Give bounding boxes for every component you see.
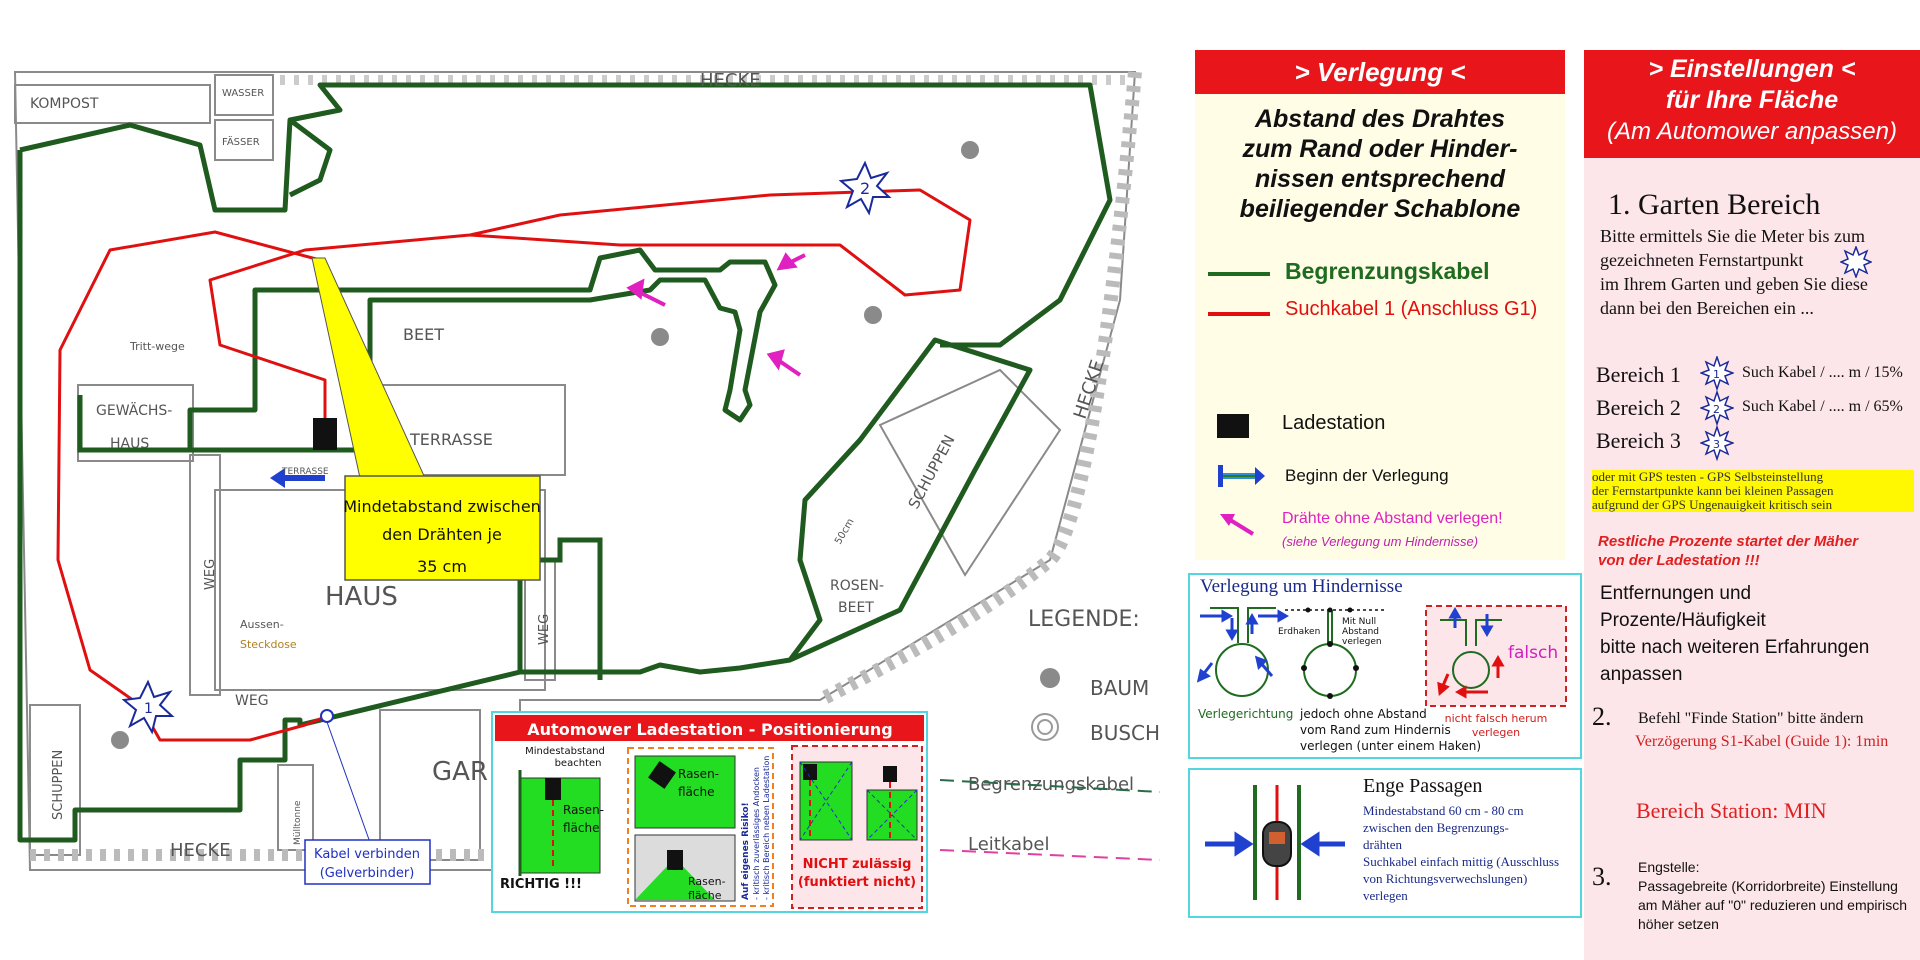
rest-line2: von der Ladestation !!! bbox=[1598, 552, 1760, 569]
enge-line1: Mindestabstand 60 cm - 80 cm bbox=[1363, 803, 1524, 818]
positionierung-title: Automower Ladestation - Positionierung bbox=[527, 720, 893, 739]
verlegung-intro bbox=[1205, 104, 1555, 224]
verlegung-legend-symbols bbox=[1205, 262, 1285, 562]
hindernisse-mit-null-2: Abstand bbox=[1342, 627, 1380, 637]
label-schuppen-right: SCHUPPEN bbox=[904, 431, 959, 512]
label-rosenbeet-1: ROSEN- bbox=[830, 578, 885, 594]
legend-magenta-arrow-icon bbox=[1220, 514, 1253, 534]
hindernisse-title: Verlegung um Hindernisse bbox=[1200, 576, 1403, 597]
hindernisse-nicht-falsch-2: verlegen bbox=[1471, 726, 1521, 739]
label-terrasse-small: TERRASSE bbox=[282, 467, 329, 477]
label-legende: LEGENDE: bbox=[1028, 607, 1140, 632]
step-2-number: 2. bbox=[1592, 702, 1612, 731]
bereich-1-value: Such Kabel / .... m / 15% bbox=[1742, 364, 1903, 381]
kabel-verbinden-line1: Kabel verbinden bbox=[314, 847, 420, 862]
label-trittweg: Tritt-wege bbox=[130, 340, 185, 353]
legend-draehte: Drähte ohne Abstand verlegen! bbox=[1282, 510, 1503, 527]
star-2-marker bbox=[841, 163, 889, 213]
engstelle-line1: Engstelle: bbox=[1638, 859, 1700, 875]
label-aussen-2: Steckdose bbox=[240, 638, 297, 651]
gps-line2: der Fernstartpunkte kann bei kleinen Passagen bbox=[1592, 483, 1834, 498]
hindernisse-jedoch-1: jedoch ohne Abstand bbox=[1300, 707, 1427, 721]
positionierung-risiko-rasen-3: Rasen- bbox=[688, 875, 726, 888]
kabel-verbinden-marker bbox=[321, 710, 333, 722]
positionierung-richtig: RICHTIG !!! bbox=[500, 877, 582, 892]
befehl-text: Befehl "Finde Station" bitte ändern bbox=[1638, 710, 1864, 727]
schuppen-right-area bbox=[880, 370, 1060, 575]
einstellungen-title-1: > Einstellungen < bbox=[1648, 55, 1856, 83]
label-garage: GAR bbox=[432, 757, 488, 787]
positionierung-risiko-3: - kritisch Bereich neben Ladestation bbox=[762, 755, 771, 900]
label-weg-right: WEG bbox=[537, 613, 552, 645]
legend-ladestation-icon bbox=[1217, 414, 1249, 438]
hindernisse-jedoch-2: vom Rand zum Hindernis bbox=[1300, 723, 1451, 737]
label-weg-bottom: WEG bbox=[235, 693, 269, 709]
label-gewaechshaus-2: HAUS bbox=[110, 436, 150, 452]
gps-note bbox=[1592, 470, 1914, 512]
entf-note bbox=[1600, 580, 1910, 688]
hindernisse-diagram bbox=[1190, 598, 1576, 754]
legend-start-icon bbox=[1218, 465, 1265, 487]
label-muelltonne: Mülltonne bbox=[293, 800, 303, 845]
star-2-label: 2 bbox=[860, 179, 871, 198]
label-50cm: 50cm bbox=[833, 516, 857, 547]
step-3-number: 3. bbox=[1592, 862, 1612, 891]
star-1-marker bbox=[124, 682, 172, 732]
legend-beginn: Beginn der Verlegung bbox=[1285, 466, 1449, 485]
label-gewaechshaus-1: GEWÄCHS- bbox=[96, 403, 173, 419]
garten-text-1: Bitte ermittels Sie die Meter bis zum bbox=[1600, 226, 1865, 246]
label-waesser: WASSER bbox=[222, 88, 265, 99]
engstelle-line4: höher setzen bbox=[1638, 916, 1719, 932]
star-1-label: 1 bbox=[144, 701, 153, 717]
positionierung-rasen-1: Rasen- bbox=[563, 803, 604, 817]
positionierung-risiko-rasen-1: Rasen- bbox=[678, 767, 719, 781]
entf-line2: bitte nach weiteren Erfahrungen anpassen bbox=[1600, 637, 1870, 685]
hindernisse-mit-null-3: verlegen bbox=[1342, 637, 1382, 647]
enge-diagram bbox=[1195, 780, 1355, 906]
garten-text-4: dann bei den Bereichen ein ... bbox=[1600, 298, 1814, 318]
garten-title: 1. Garten Bereich bbox=[1608, 188, 1821, 221]
positionierung-nicht-2: (funktiert nicht) bbox=[797, 875, 917, 890]
verlegung-title: > Verlegung < bbox=[1195, 50, 1565, 94]
legend-draehte-sub: (siehe Verlegung um Hindernisse) bbox=[1282, 534, 1479, 549]
positionierung-risiko-2: - kritisch zuverlässiges Andocken bbox=[752, 767, 761, 900]
verlegung-intro-4: beiliegender Schablone bbox=[1239, 195, 1521, 223]
label-weg-left: WEG bbox=[203, 558, 218, 590]
enge-line4: Suchkabel einfach mittig (Ausschluss bbox=[1363, 854, 1560, 869]
hindernisse-erdhaken: Erdhaken bbox=[1278, 627, 1321, 637]
bereich-1-star-icon bbox=[1701, 357, 1733, 389]
verzoegerung-text: Verzögerung S1-Kabel (Guide 1): 1min bbox=[1635, 733, 1889, 750]
label-kompost: KOMPOST bbox=[30, 96, 99, 112]
positionierung-mindest-1: Mindestabstand bbox=[525, 746, 605, 757]
label-aussen-1: Aussen- bbox=[240, 618, 284, 631]
bereich-2-star-number: 2 bbox=[1713, 403, 1720, 416]
label-terrasse: TERRASSE bbox=[410, 430, 493, 449]
fernstart-star-icon bbox=[1840, 246, 1872, 278]
verlegung-intro-1: Abstand des Drahtes bbox=[1254, 105, 1506, 133]
garten-text-3: im Ihrem Garten und geben Sie diese bbox=[1600, 274, 1868, 294]
rest-note bbox=[1598, 532, 1908, 570]
positionierung-risiko-rasen-4: fläche bbox=[688, 889, 722, 902]
label-faesser: FÄSSER bbox=[222, 137, 260, 148]
positionierung-rasen-2: fläche bbox=[563, 821, 600, 835]
enge-line3: drähten bbox=[1363, 837, 1402, 852]
enge-text bbox=[1363, 802, 1573, 904]
engstelle-line3: am Mäher auf "0" reduzieren und empirisch bbox=[1638, 897, 1908, 913]
bereich-2-value: Such Kabel / .... m / 65% bbox=[1742, 398, 1903, 415]
positionierung-risiko-1: Auf eigenes Risiko! bbox=[741, 802, 751, 900]
enge-title: Enge Passagen bbox=[1363, 775, 1483, 797]
positionierung-mindest-2: beachten bbox=[554, 758, 602, 769]
einstellungen-title bbox=[1584, 50, 1920, 158]
label-schuppen-left: SCHUPPEN bbox=[51, 749, 66, 820]
label-hecke-right: HECKE bbox=[1069, 357, 1109, 422]
callout-line3: 35 cm bbox=[417, 557, 467, 576]
bereich-3-star-number: 3 bbox=[1713, 438, 1720, 451]
callout-line2: den Drähten je bbox=[382, 525, 502, 544]
legend-ladestation: Ladestation bbox=[1282, 412, 1386, 434]
hindernisse-nicht-falsch-1: nicht falsch herum bbox=[1444, 712, 1548, 725]
entf-line1: Entfernungen und Prozente/Häufigkeit bbox=[1600, 583, 1766, 631]
label-begrenzungskabel: Begrenzungskabel bbox=[968, 774, 1135, 795]
engstelle-line2: Passagebreite (Korridorbreite) Einstellung bbox=[1638, 878, 1898, 894]
einstellungen-title-3: (Am Automower anpassen) bbox=[1607, 118, 1897, 145]
legend-suchkabel: Suchkabel 1 (Anschluss G1) bbox=[1285, 298, 1538, 320]
callout-line1: Mindetabstand zwischen bbox=[343, 497, 541, 516]
einstellungen-title-2: für Ihre Fläche bbox=[1665, 86, 1839, 114]
label-haus: HAUS bbox=[325, 582, 398, 612]
boundary-wire-inner bbox=[190, 250, 775, 450]
verlegung-intro-2: zum Rand oder Hinder- bbox=[1242, 135, 1518, 163]
label-baum: BAUM bbox=[1090, 676, 1150, 700]
gps-line3: aufgrund der GPS Ungenauigkeit kritisch sein bbox=[1592, 497, 1833, 512]
bereich-station-text: Bereich Station: MIN bbox=[1636, 798, 1827, 823]
positionierung-risiko-rasen-2: fläche bbox=[678, 785, 715, 799]
enge-line5: von Richtungsverwechslungen) verlegen bbox=[1363, 871, 1528, 903]
garten-text-2: gezeichneten Fernstartpunkt bbox=[1600, 250, 1804, 270]
enge-line2: zwischen den Begrenzungs- bbox=[1363, 820, 1509, 835]
bereich-2-star-icon bbox=[1701, 392, 1733, 424]
label-rosenbeet-2: BEET bbox=[838, 600, 874, 616]
engstelle-text bbox=[1638, 858, 1910, 934]
legend-begrenzungskabel: Begrenzungskabel bbox=[1285, 258, 1490, 284]
bereich-2-label: Bereich 2 bbox=[1596, 395, 1681, 420]
ladestation-marker bbox=[313, 418, 337, 450]
hindernisse-mit-null-1: Mit Null bbox=[1342, 617, 1377, 627]
verlegung-intro-3: nissen entsprechend bbox=[1254, 165, 1506, 193]
hindernisse-falsch: falsch bbox=[1508, 643, 1559, 663]
label-hecke-top: HECKE bbox=[700, 70, 761, 91]
positionierung-nicht-1: NICHT zulässig bbox=[802, 857, 912, 872]
kabel-verbinden-line2: (Gelverbinder) bbox=[319, 866, 415, 881]
bereich-1-label: Bereich 1 bbox=[1596, 362, 1681, 387]
label-busch: BUSCH bbox=[1090, 721, 1161, 745]
guide-wire bbox=[58, 190, 970, 740]
hindernisse-verlegerichtung: Verlegerichtung bbox=[1198, 707, 1294, 721]
bereich-3-label: Bereich 3 bbox=[1596, 428, 1681, 453]
label-hecke-bottom: HECKE bbox=[170, 840, 231, 861]
label-beet: BEET bbox=[403, 325, 444, 344]
bereich-star-icons bbox=[1700, 356, 1734, 466]
gps-line1: oder mit GPS testen - GPS Selbsteinstellung bbox=[1592, 469, 1824, 484]
bereich-3-star-icon bbox=[1701, 427, 1733, 459]
bereich-1-star-number: 1 bbox=[1713, 368, 1720, 381]
rest-line1: Restliche Prozente startet der Mäher bbox=[1598, 533, 1859, 550]
hindernisse-jedoch-3: verlegen (unter einem Haken) bbox=[1300, 739, 1482, 753]
label-leitkabel: Leitkabel bbox=[968, 834, 1050, 855]
